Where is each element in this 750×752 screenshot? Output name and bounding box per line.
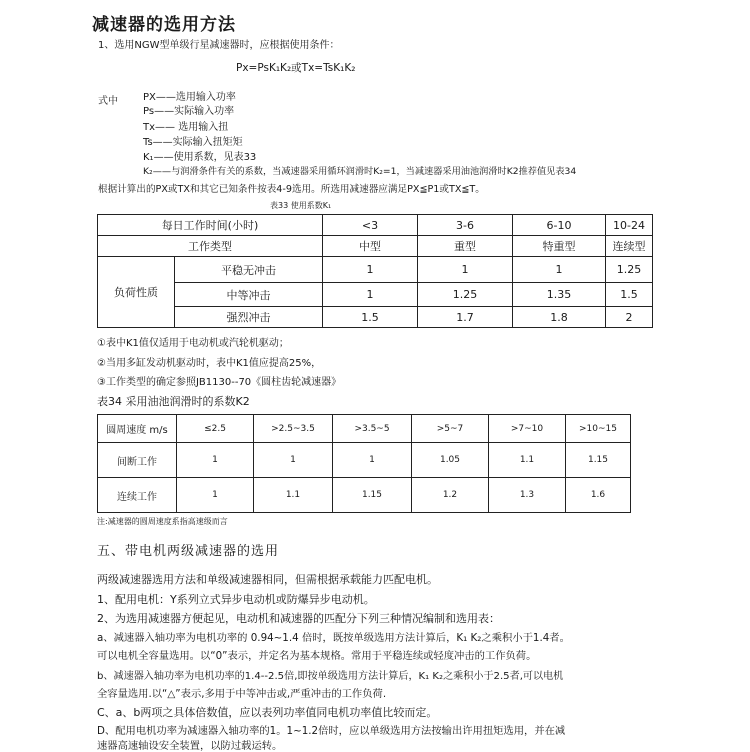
note-1: ①表中K1值仅适用于电动机或汽轮机驱动； bbox=[97, 338, 289, 349]
table-cell: 1.7 bbox=[417, 307, 512, 328]
table-cell: 1.15 bbox=[566, 443, 631, 478]
table-cell: 1.6 bbox=[566, 478, 631, 513]
table-cell: 1.15 bbox=[333, 478, 412, 513]
type-cell: 特重型 bbox=[512, 236, 605, 257]
hours-cell: 3-6 bbox=[417, 215, 512, 236]
def-k2: K₂——与润滑条件有关的系数，当减速器采用循环润滑时K₂=1，当减速器采用油池润滑时K2推荐值见表34 bbox=[143, 166, 577, 177]
table-cell: 1.2 bbox=[412, 478, 489, 513]
speed-cell: >3.5~5 bbox=[333, 415, 412, 443]
speed-label: 圆周速度 m/s bbox=[98, 415, 177, 443]
table-cell: 1 bbox=[177, 478, 254, 513]
load-label: 负荷性质 bbox=[98, 257, 175, 328]
table-cell: 1.35 bbox=[512, 283, 605, 307]
speed-cell: >7~10 bbox=[489, 415, 566, 443]
section5-line: 速器高速轴设安全装置，以防过载运转。 bbox=[97, 740, 283, 752]
table-cell: 2 bbox=[605, 307, 652, 328]
formula: Px=PsK₁K₂或Tx=TsK₁K₂ bbox=[236, 62, 356, 74]
calc-instruction: 根据计算出的PX或TX和其它已知条件按表4-9选用。所选用减速器应满足PX≦P1或TX≦T。 bbox=[98, 184, 485, 195]
row-label: 强烈冲击 bbox=[175, 307, 323, 328]
table-cell: 1 bbox=[333, 443, 412, 478]
table-cell: 1.5 bbox=[605, 283, 652, 307]
hours-cell: <3 bbox=[322, 215, 417, 236]
hours-cell: 10-24 bbox=[605, 215, 652, 236]
table-cell: 1 bbox=[512, 257, 605, 283]
section5-line: D、配用电机功率为减速器入轴功率的1。1~1.2倍时，应以单级选用方法按输出许用扭矩选用，并在减 bbox=[97, 725, 566, 737]
speed-cell: >2.5~3.5 bbox=[254, 415, 333, 443]
row-label: 连续工作 bbox=[98, 478, 177, 513]
section5-line: a、减速器入轴功率为电机功率的 0.94~1.4 倍时，既按单级选用方法计算后，K₁ K₂之乘积小于1.4者。 bbox=[97, 632, 570, 644]
speed-cell: ≤2.5 bbox=[177, 415, 254, 443]
table-cell: 1.8 bbox=[512, 307, 605, 328]
table-cell: 1.1 bbox=[489, 443, 566, 478]
table-cell: 1.1 bbox=[254, 478, 333, 513]
type-cell: 中型 bbox=[322, 236, 417, 257]
type-cell: 连续型 bbox=[605, 236, 652, 257]
def-tx: Tx—— 选用输入扭 bbox=[143, 122, 229, 133]
table34-note: 注:减速器的圆周速度系指高速级而言 bbox=[97, 517, 228, 526]
table-cell: 1.25 bbox=[417, 283, 512, 307]
note-3: ③工作类型的确定参照JB1130--70《圆柱齿轮减速器》 bbox=[97, 377, 342, 388]
hours-cell: 6-10 bbox=[512, 215, 605, 236]
table-cell: 1 bbox=[322, 257, 417, 283]
section5-line: 可以电机全容量选用。以“0”表示，并定名为基本规格。常用于平稳连续或轻度冲击的工作负荷。 bbox=[97, 650, 537, 662]
def-ps: Ps——实际输入功率 bbox=[143, 106, 235, 117]
table34 bbox=[97, 414, 631, 513]
section5-line: 1、配用电机：Y系列立式异步电动机或防爆异步电动机。 bbox=[97, 593, 375, 606]
section5-line: 两级减速器选用方法和单级减速器相同，但需根据承载能力匹配电机。 bbox=[97, 573, 438, 586]
table-cell: 1 bbox=[417, 257, 512, 283]
section5-line: 2、为选用减速器方便起见，电动机和减速器的匹配分下列三种情况编制和选用表： bbox=[97, 612, 500, 625]
section5-line: 全容量选用.以“△”表示,多用于中等冲击或,严重冲击的工作负荷. bbox=[97, 688, 387, 700]
row-label: 平稳无冲击 bbox=[175, 257, 323, 283]
table-cell: 1.3 bbox=[489, 478, 566, 513]
note-2: ②当用多缸发动机驱动时，表中K1值应提高25%， bbox=[97, 358, 322, 369]
def-k1: K₁——使用系数，见表33 bbox=[143, 152, 257, 163]
table34-caption: 表34 采用油池润滑时的系数K2 bbox=[97, 395, 250, 408]
table-cell: 1 bbox=[177, 443, 254, 478]
type-cell: 重型 bbox=[417, 236, 512, 257]
table33-caption: 表33 使用系数K₁ bbox=[270, 201, 332, 210]
section5-line: b、减速器入轴功率为电机功率的1.4--2.5倍,即按单级选用方法计算后，K₁ K₂之乘积小于2.5者,可以电机 bbox=[97, 671, 564, 682]
table-cell: 1.05 bbox=[412, 443, 489, 478]
table33 bbox=[97, 214, 653, 328]
table-cell: 1 bbox=[322, 283, 417, 307]
def-px: PX——选用输入功率 bbox=[143, 92, 236, 103]
page-title: 减速器的选用方法 bbox=[92, 15, 236, 35]
item-1-text: 1、选用NGW型单级行星减速器时，应根据使用条件： bbox=[98, 40, 340, 51]
section5-line: C、a、b两项之具体倍数值，应以表列功率值同电机功率值比较而定。 bbox=[97, 706, 438, 719]
row-label: 间断工作 bbox=[98, 443, 177, 478]
hours-label: 每日工作时间(小时) bbox=[98, 215, 323, 236]
speed-cell: >5~7 bbox=[412, 415, 489, 443]
table-cell: 1.25 bbox=[605, 257, 652, 283]
def-ts: Ts——实际输入扭矩矩 bbox=[143, 137, 243, 148]
speed-cell: >10~15 bbox=[566, 415, 631, 443]
section5-heading: 五、带电机两级减速器的选用 bbox=[97, 544, 280, 559]
table-cell: 1.5 bbox=[322, 307, 417, 328]
table-cell: 1 bbox=[254, 443, 333, 478]
defs-label: 式中 bbox=[98, 96, 118, 107]
row-label: 中等冲击 bbox=[175, 283, 323, 307]
type-label: 工作类型 bbox=[98, 236, 323, 257]
